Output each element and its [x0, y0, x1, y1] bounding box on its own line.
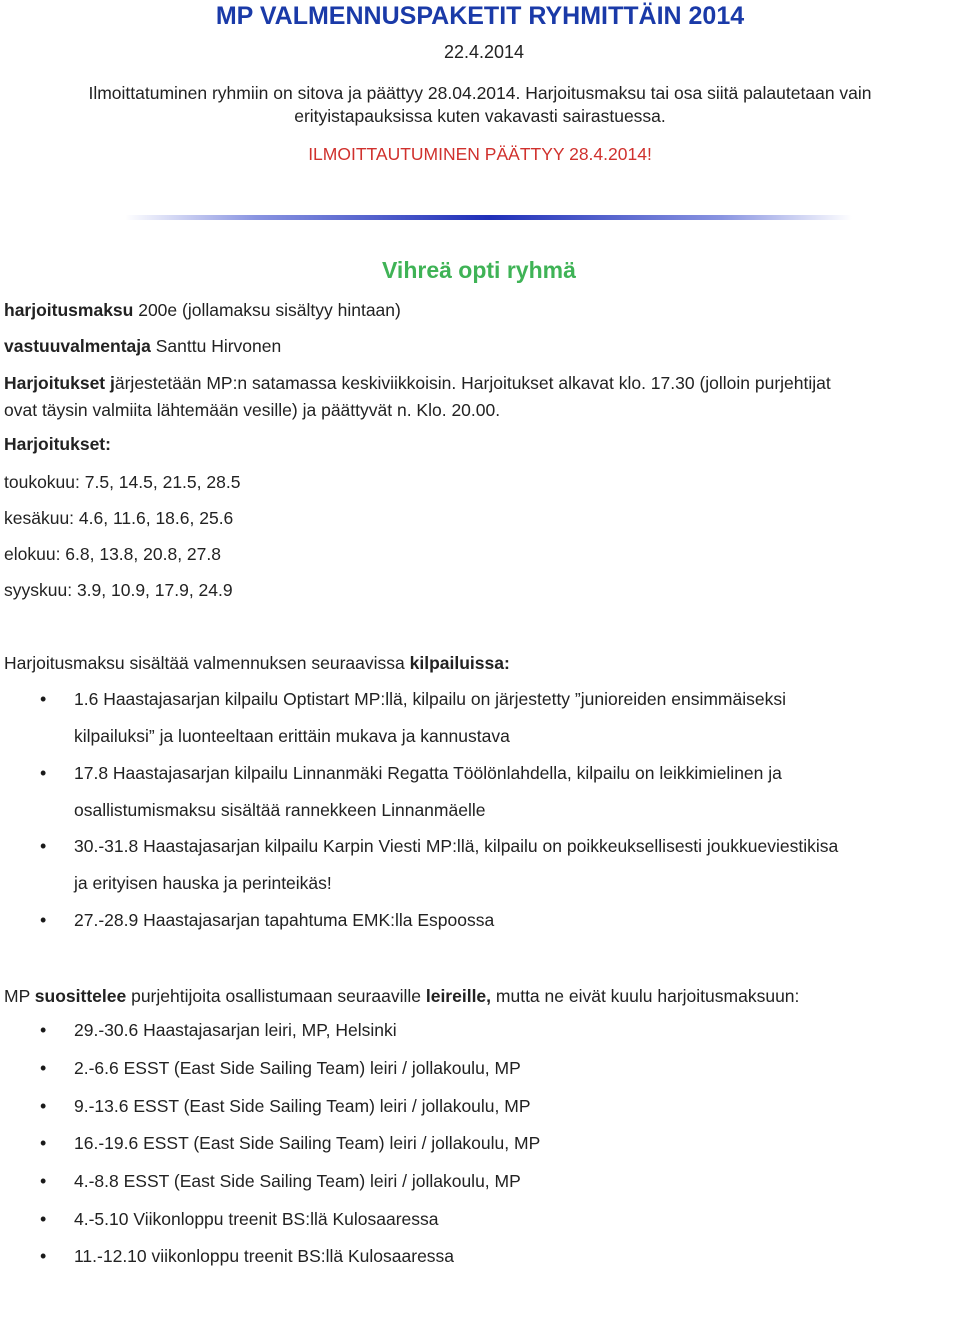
bullet: • — [40, 1133, 47, 1153]
camp-item-6: 4.-5.10 Viikonloppu treenit BS:llä Kulosaaressa — [74, 1209, 439, 1229]
schedule-line-2: ovat täysin valmiita lähtemään vesille) ja päättyvät n. Klo. 20.00. — [4, 400, 501, 420]
competitions-intro — [4, 653, 510, 674]
camps-intro — [4, 986, 799, 1007]
bullet: • — [40, 1020, 47, 1040]
competitions-intro-text: Harjoitusmaksu sisältää valmennuksen seuraavissa — [4, 653, 410, 673]
practice-month-may: toukokuu: 7.5, 14.5, 21.5, 28.5 — [4, 472, 241, 492]
competitions-intro-bold: kilpailuissa: — [409, 653, 510, 673]
camp-item-5: 4.-8.8 ESST (East Side Sailing Team) leiri / jollakoulu, MP — [74, 1171, 521, 1191]
coach-line — [4, 336, 281, 357]
bullet: • — [40, 763, 47, 783]
camps-intro-a: MP — [4, 986, 35, 1006]
bullet: • — [40, 1096, 47, 1116]
camps-intro-recommends: suosittelee — [34, 986, 127, 1006]
camp-item-3: 9.-13.6 ESST (East Side Sailing Team) leiri / jollakoulu, MP — [74, 1096, 531, 1116]
page-title: MP VALMENNUSPAKETIT RYHMITTÄIN 2014 — [215, 2, 745, 30]
competition-item-2-line-1: 17.8 Haastajasarjan kilpailu Linnanmäki Regatta Töölönlahdella, kilpailu on leikkimielinen ja — [74, 763, 782, 783]
camp-item-1: 29.-30.6 Haastajasarjan leiri, MP, Helsinki — [74, 1020, 397, 1040]
competition-item-3-line-2: ja erityisen hauska ja perinteikäs! — [74, 873, 332, 893]
competition-item-4-line-1: 27.-28.9 Haastajasarjan tapahtuma EMK:lla Espoossa — [74, 910, 495, 930]
practices-heading: Harjoitukset: — [4, 434, 111, 454]
camp-item-2: 2.-6.6 ESST (East Side Sailing Team) leiri / jollakoulu, MP — [74, 1058, 521, 1078]
fee-label: harjoitusmaksu — [4, 300, 134, 320]
practice-month-september: syyskuu: 3.9, 10.9, 17.9, 24.9 — [4, 580, 233, 600]
practice-month-june: kesäkuu: 4.6, 11.6, 18.6, 25.6 — [4, 508, 234, 528]
camps-intro-e: mutta ne eivät kuulu harjoitusmaksuun: — [491, 986, 800, 1006]
bullet: • — [40, 689, 47, 709]
bullet: • — [40, 910, 47, 930]
coach-label: vastuuvalmentaja — [4, 336, 151, 356]
fee-value: 200e (jollamaksu sisältyy hintaan) — [133, 300, 401, 320]
section-divider — [125, 215, 852, 220]
bullet: • — [40, 836, 47, 856]
bullet: • — [40, 1058, 47, 1078]
group-title: Vihreä opti ryhmä — [382, 257, 576, 283]
schedule-line-1 — [4, 373, 831, 394]
competition-item-2-line-2: osallistumismaksu sisältää rannekkeen Linnanmäelle — [74, 800, 486, 820]
camp-item-4: 16.-19.6 ESST (East Side Sailing Team) leiri / jollakoulu, MP — [74, 1133, 541, 1153]
practice-month-august: elokuu: 6.8, 13.8, 20.8, 27.8 — [4, 544, 221, 564]
notice-line-2: erityistapauksissa kuten vakavasti sairastuessa. — [294, 106, 666, 126]
competition-item-1-line-2: kilpailuksi” ja luonteeltaan erittäin mukava ja kannustava — [74, 726, 510, 746]
bullet: • — [40, 1171, 47, 1191]
schedule-bold: Harjoitukset j — [4, 373, 115, 393]
camps-intro-camps: leireille, — [425, 986, 492, 1006]
bullet: • — [40, 1246, 47, 1266]
coach-value: Santtu Hirvonen — [150, 336, 282, 356]
camps-intro-c: purjehtijoita osallistumaan seuraaville — [126, 986, 426, 1006]
bullet: • — [40, 1209, 47, 1229]
competition-item-3-line-1: 30.-31.8 Haastajasarjan kilpailu Karpin Viesti MP:llä, kilpailu on poikkeuksellisesti joukkueviestikisa — [74, 836, 839, 856]
schedule-rest: ärjestetään MP:n satamassa keskiviikkoisin. Harjoitukset alkavat klo. 17.30 (jolloin purjehtijat — [114, 373, 831, 393]
fee-line — [4, 300, 401, 321]
competition-item-1-line-1: 1.6 Haastajasarjan kilpailu Optistart MP:llä, kilpailu on järjestetty ”junioreiden ensimmäiseksi — [74, 689, 786, 709]
registration-deadline: ILMOITTAUTUMINEN PÄÄTTYY 28.4.2014! — [308, 144, 652, 164]
document-date: 22.4.2014 — [443, 42, 525, 62]
camp-item-7: 11.-12.10 viikonloppu treenit BS:llä Kulosaaressa — [74, 1246, 455, 1266]
notice-line-1: Ilmoittatuminen ryhmiin on sitova ja päättyy 28.04.2014. Harjoitusmaksu tai osa siitä palautetaan vain — [88, 83, 872, 103]
